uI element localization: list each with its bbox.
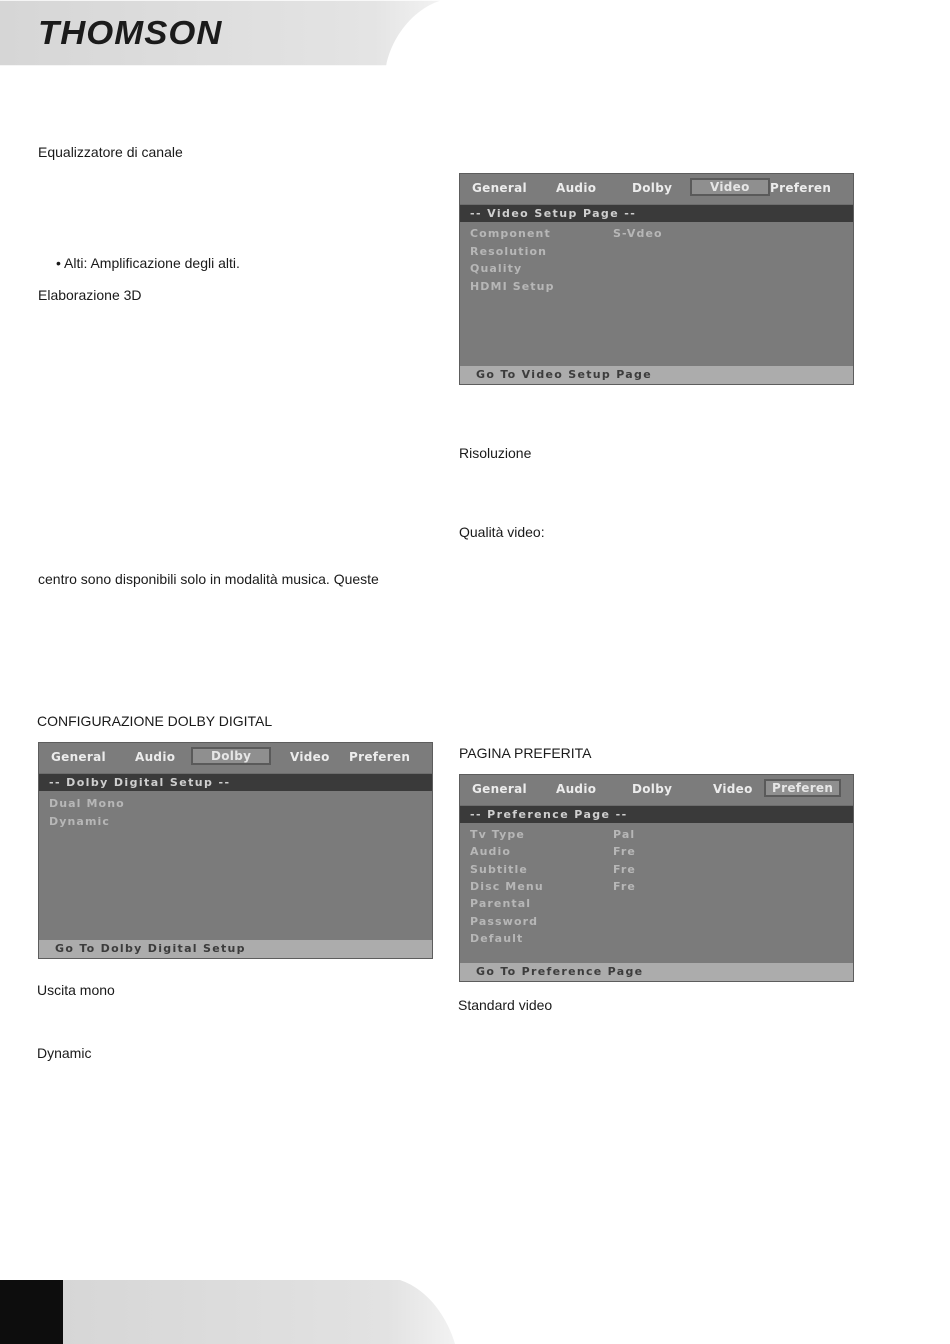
dolby-setup-screen [38, 742, 433, 959]
menu-value-audio: Fre [613, 845, 636, 858]
tab-video[interactable]: Video [690, 178, 770, 196]
status-bar: Go To Preference Page [460, 963, 853, 981]
dynamic-heading: Dynamic [37, 1045, 92, 1061]
tab-audio[interactable]: Audio [556, 181, 597, 195]
tab-bar [39, 743, 432, 774]
menu-item-disc-menu[interactable]: Disc Menu [470, 880, 544, 893]
treble-bullet: • Alti: Amplificazione degli alti. [56, 255, 240, 271]
page-number-block [0, 1280, 63, 1344]
menu-item-resolution[interactable]: Resolution [470, 245, 548, 258]
center-note: centro sono disponibili solo in modalità musica. Queste [38, 571, 379, 587]
menu-item-default[interactable]: Default [470, 932, 524, 945]
tab-audio[interactable]: Audio [135, 750, 176, 764]
tab-dolby[interactable]: Dolby [632, 181, 673, 195]
tab-general[interactable]: General [472, 181, 527, 195]
tab-bar [460, 775, 853, 806]
status-bar: Go To Video Setup Page [460, 366, 853, 384]
equalizer-heading: Equalizzatore di canale [38, 144, 183, 160]
video-setup-screen [459, 173, 854, 385]
menu-item-password[interactable]: Password [470, 915, 539, 928]
preference-heading: PAGINA PREFERITA [459, 745, 592, 761]
page-title: -- Preference Page -- [460, 806, 853, 823]
menu-item-hdmi-setup[interactable]: HDMI Setup [470, 280, 555, 293]
tab-general[interactable]: General [472, 782, 527, 796]
tab-preferences[interactable]: Preferen [770, 181, 832, 195]
status-bar: Go To Dolby Digital Setup [39, 940, 432, 958]
quality-heading: Qualità video: [459, 524, 545, 540]
tab-dolby[interactable]: Dolby [632, 782, 673, 796]
menu-value-tv-type: Pal [613, 828, 636, 841]
tab-video[interactable]: Video [713, 782, 753, 796]
menu-item-quality[interactable]: Quality [470, 262, 523, 275]
standard-heading: Standard video [458, 997, 553, 1013]
tab-video[interactable]: Video [290, 750, 330, 764]
tab-bar [460, 174, 853, 205]
processing-heading: Elaborazione 3D [38, 287, 142, 303]
tab-audio[interactable]: Audio [556, 782, 597, 796]
resolution-heading: Risoluzione [459, 445, 532, 461]
footer-band [0, 1280, 460, 1344]
menu-item-subtitle[interactable]: Subtitle [470, 863, 528, 876]
preference-setup-screen [459, 774, 854, 982]
mono-heading: Uscita mono [37, 982, 115, 998]
page-title: -- Video Setup Page -- [460, 205, 853, 222]
menu-value-component: S-Vdeo [613, 227, 663, 240]
menu-value-disc-menu: Fre [613, 880, 636, 893]
menu-item-dual-mono[interactable]: Dual Mono [49, 797, 125, 810]
tab-general[interactable]: General [51, 750, 106, 764]
tab-dolby[interactable]: Dolby [191, 747, 271, 765]
page-title: -- Dolby Digital Setup -- [39, 774, 432, 791]
menu-item-component[interactable]: Component [470, 227, 551, 240]
thomson-logo: THOMSON [38, 14, 223, 51]
tab-preferences[interactable]: Preferen [764, 779, 841, 797]
menu-value-subtitle: Fre [613, 863, 636, 876]
dolby-heading: CONFIGURAZIONE DOLBY DIGITAL [37, 713, 273, 729]
menu-item-dynamic[interactable]: Dynamic [49, 815, 111, 828]
tab-preferences[interactable]: Preferen [349, 750, 411, 764]
menu-item-audio[interactable]: Audio [470, 845, 512, 858]
menu-item-tv-type[interactable]: Tv Type [470, 828, 525, 841]
menu-item-parental[interactable]: Parental [470, 897, 532, 910]
